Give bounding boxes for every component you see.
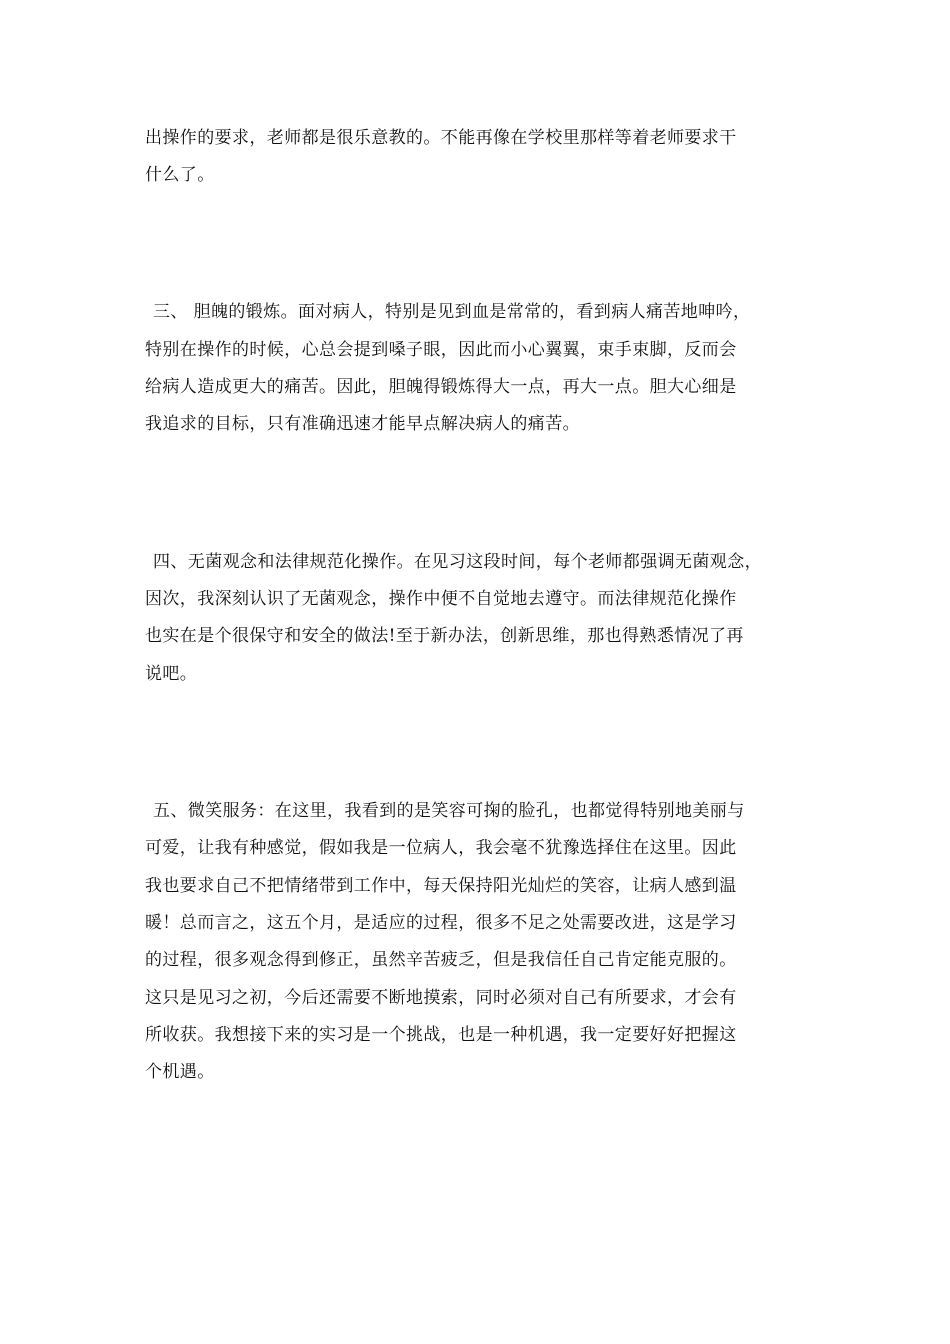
text-line: 我也要求自己不把情绪带到工作中，每天保持阳光灿烂的笑容，让病人感到温 [145,876,737,896]
text-line: 给病人造成更大的痛苦。因此，胆魄得锻炼得大一点，再大一点。胆大心细是 [145,377,737,397]
text-line: 说吧。 [145,664,198,684]
text-line: 四、无菌观念和法律规范化操作。在见习这段时间，每个老师都强调无菌观念， [153,552,762,572]
text-line: 什么了。 [145,165,215,185]
text-line: 所收获。我想接下来的实习是一个挑战，也是一种机遇，我一定要好好把握这 [145,1025,737,1045]
text-line: 我追求的目标，只有准确迅速才能早点解决病人的痛苦。 [145,414,580,434]
text-line: 出操作的要求，老师都是很乐意教的。不能再像在学校里那样等着老师要求干 [145,128,737,148]
text-line: 个机遇。 [145,1062,215,1082]
text-line: 因次，我深刻认识了无菌观念，操作中便不自觉地去遵守。而法律规范化操作 [145,589,737,609]
text-line: 三、 胆魄的锻炼。面对病人，特别是见到血是常常的，看到病人痛苦地呻吟， [153,302,751,322]
text-line: 的过程，很多观念得到修正，虽然辛苦疲乏，但是我信任自己肯定能克服的。 [145,950,737,970]
text-line: 也实在是个很保守和安全的做法!至于新办法，创新思维，那也得熟悉情况了再 [145,626,744,646]
text-line: 这只是见习之初，今后还需要不断地摸索，同时必须对自己有所要求，才会有 [145,988,737,1008]
text-line: 五、微笑服务：在这里，我看到的是笑容可掬的脸孔，也都觉得特别地美丽与 [153,801,745,821]
text-line: 特别在操作的时候，心总会提到嗓子眼，因此而小心翼翼，束手束脚，反而会 [145,340,737,360]
text-line: 可爱，让我有种感觉，假如我是一位病人，我会毫不犹豫选择住在这里。因此 [145,838,737,858]
text-line: 暖！总而言之，这五个月，是适应的过程，很多不足之处需要改进，这是学习 [145,913,737,933]
